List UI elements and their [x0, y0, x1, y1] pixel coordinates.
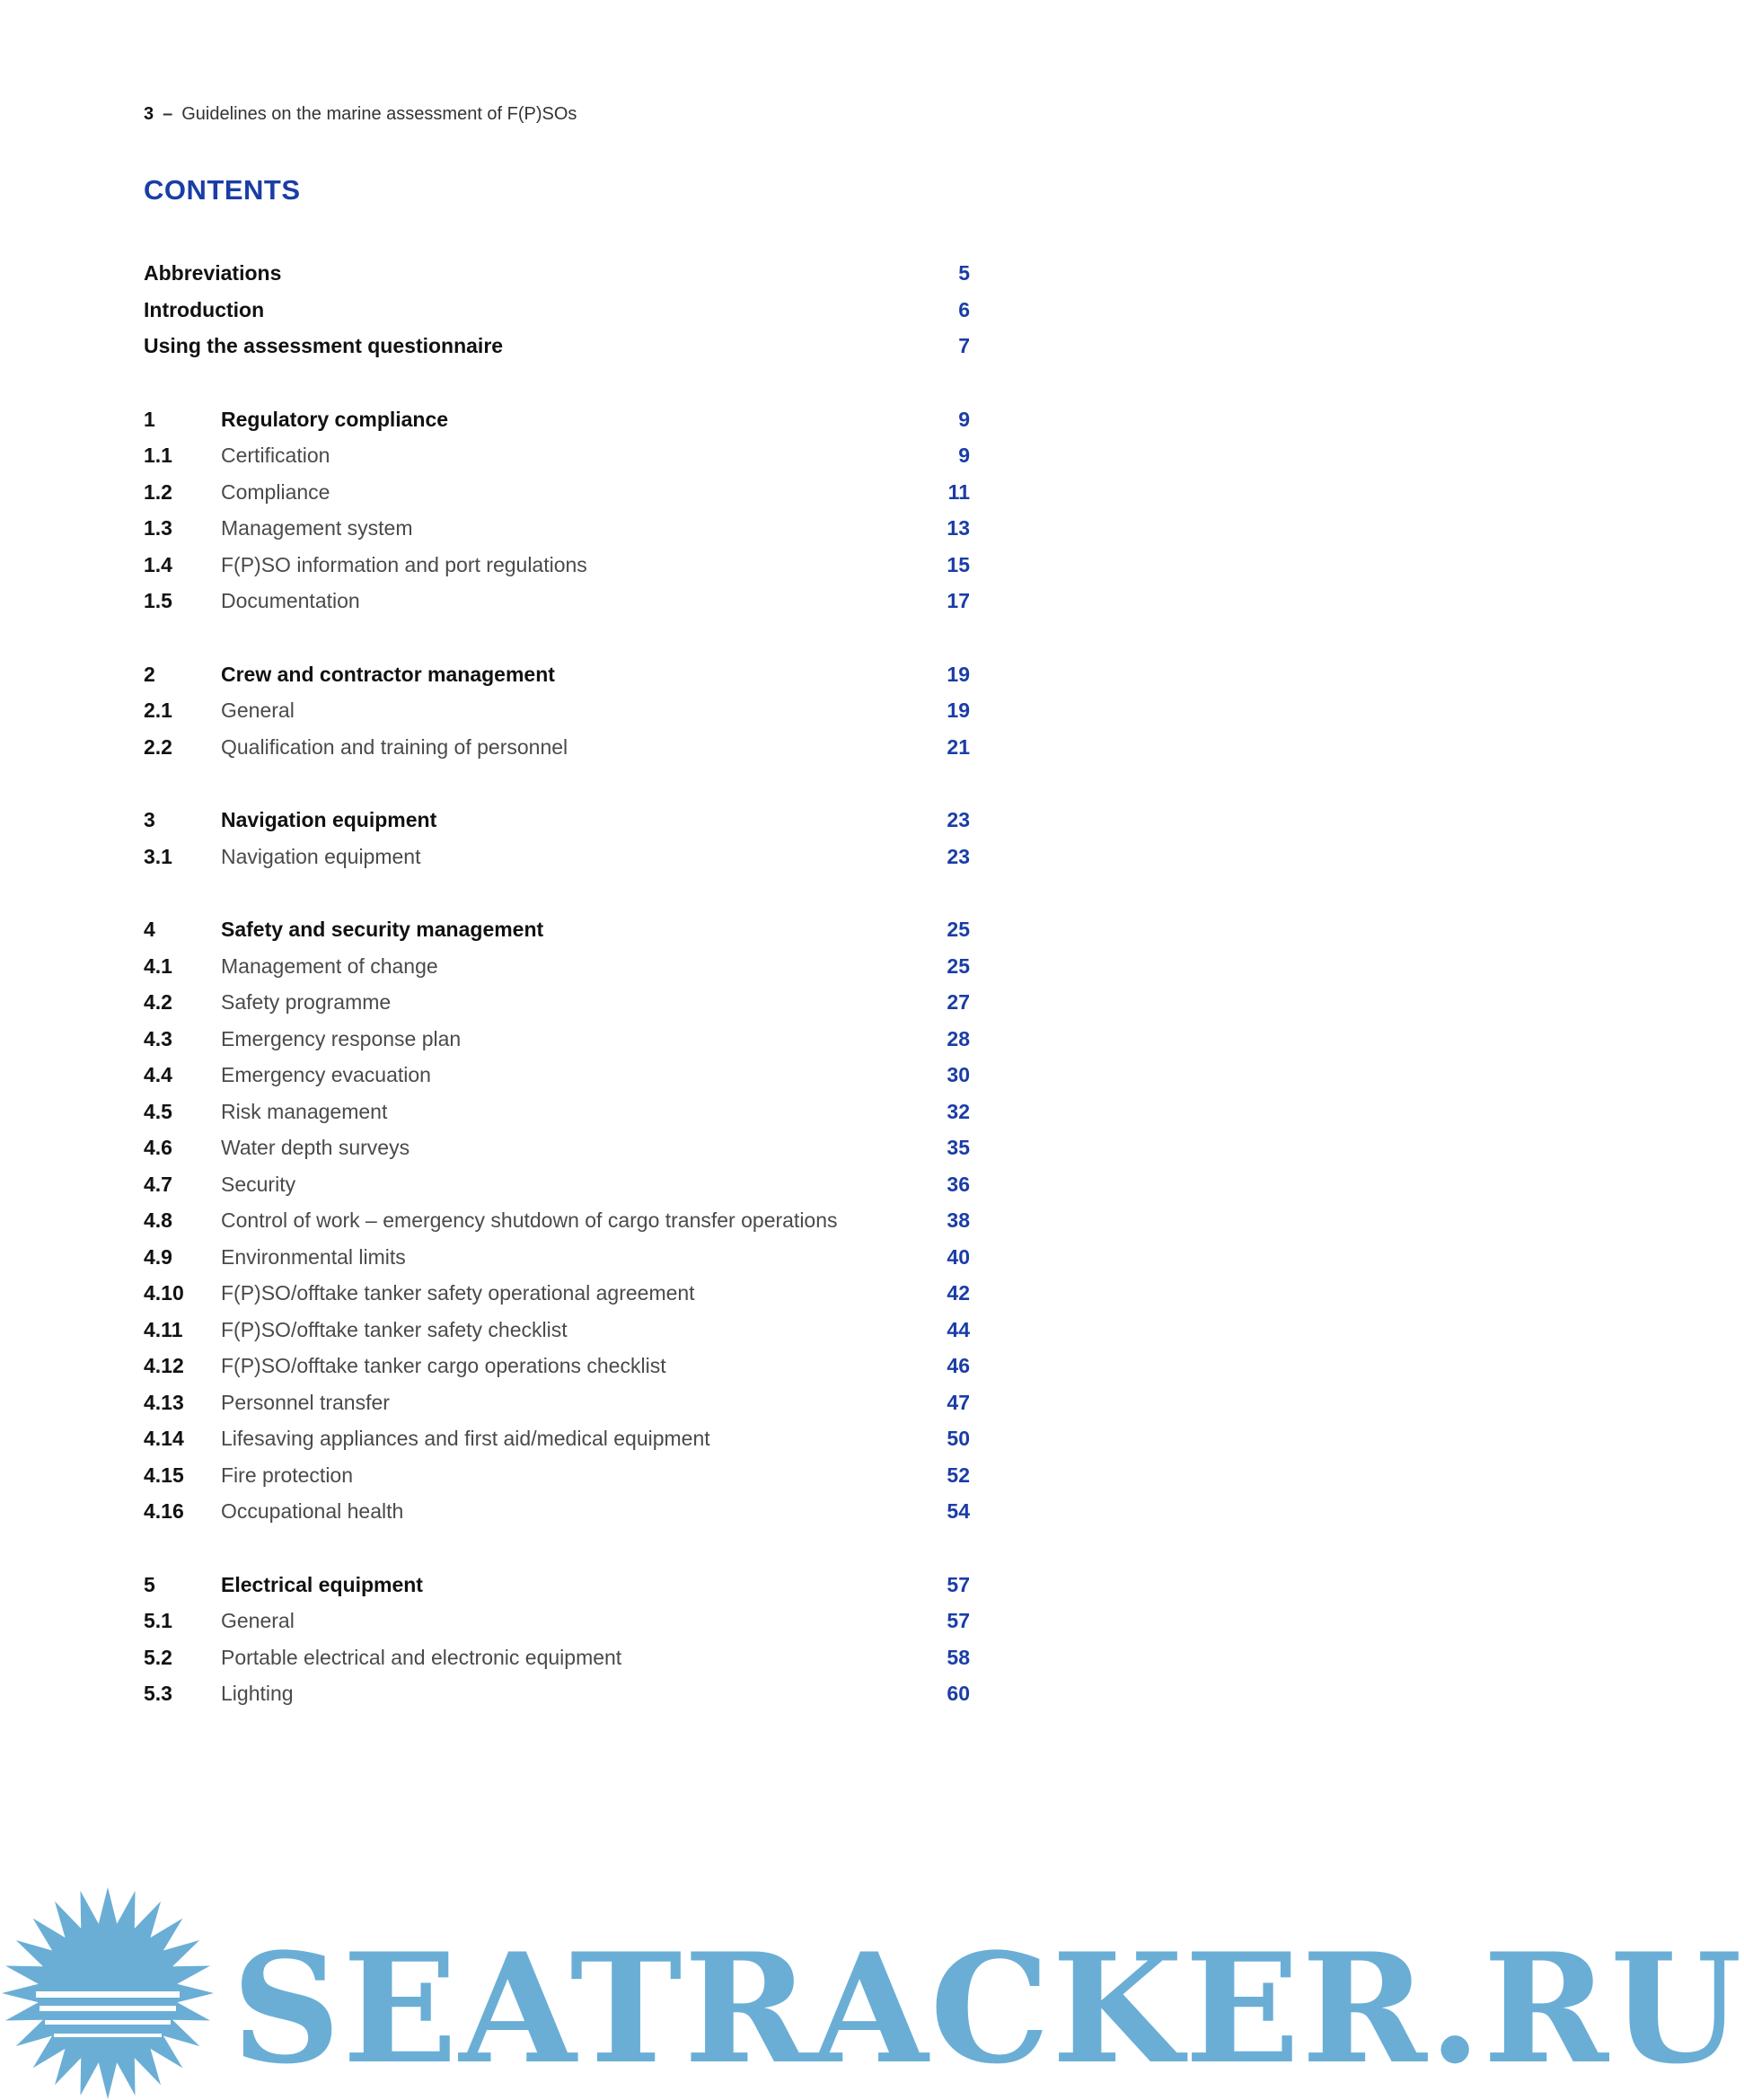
toc-title: Control of work – emergency shutdown of cargo transfer operations — [221, 1208, 838, 1232]
toc-title: Qualification and training of personnel — [221, 734, 568, 759]
toc-subsection[interactable] — [144, 692, 970, 728]
toc-title: Certification — [221, 444, 330, 467]
toc-page-number: 25 — [947, 953, 970, 978]
toc-subsection[interactable] — [144, 729, 970, 765]
toc-page-number: 57 — [947, 1572, 970, 1596]
toc-page-number: 42 — [947, 1281, 970, 1305]
toc-number: 2.1 — [144, 699, 172, 722]
toc-page-number: 23 — [947, 808, 970, 831]
toc-number: 1.2 — [144, 479, 172, 504]
toc-page-number: 9 — [958, 444, 970, 467]
toc-number: 4.6 — [144, 1136, 172, 1159]
toc-title: Emergency evacuation — [221, 1063, 431, 1086]
toc-title: Lighting — [221, 1682, 294, 1705]
toc-number: 4.8 — [144, 1208, 172, 1232]
toc-page-number: 17 — [947, 589, 970, 612]
toc-page-number: 13 — [947, 516, 970, 540]
toc-number: 3.1 — [144, 844, 172, 868]
toc-number: 5 — [144, 1572, 155, 1596]
toc-page-number: 11 — [947, 479, 970, 504]
toc-title: Environmental limits — [221, 1244, 406, 1269]
toc-title: F(P)SO/offtake tanker safety checklist — [221, 1317, 568, 1341]
toc-number: 4.9 — [144, 1244, 172, 1269]
toc-subsection[interactable] — [144, 984, 970, 1020]
toc-number: 4.11 — [144, 1317, 183, 1341]
toc-page-number: 19 — [947, 699, 970, 722]
toc-title: Safety and security management — [221, 918, 544, 941]
toc-subsection[interactable] — [144, 510, 970, 546]
toc-page-number: 40 — [947, 1244, 970, 1269]
toc-title: General — [221, 699, 295, 722]
toc-subsection[interactable] — [144, 1639, 970, 1675]
toc-subsection[interactable] — [144, 1239, 970, 1275]
toc-subsection[interactable] — [144, 1202, 970, 1238]
toc-section[interactable] — [144, 1567, 970, 1603]
toc-number: 4.2 — [144, 990, 172, 1014]
toc-subsection[interactable] — [144, 1094, 970, 1129]
toc-entry[interactable] — [144, 255, 970, 291]
toc-number: 4.10 — [144, 1281, 184, 1305]
toc-page-number: 32 — [947, 1099, 970, 1123]
toc-page-number: 7 — [958, 334, 970, 357]
toc-number: 2.2 — [144, 734, 172, 759]
toc-page-number: 9 — [958, 407, 970, 431]
toc-subsection[interactable] — [144, 1312, 970, 1348]
toc-number: 5.1 — [144, 1609, 172, 1632]
toc-number: 4.15 — [144, 1463, 184, 1487]
toc-subsection[interactable] — [144, 1057, 970, 1093]
toc-number: 5.3 — [144, 1682, 172, 1705]
header-separator: – — [163, 104, 173, 124]
header-page-number: 3 — [144, 104, 154, 124]
toc-subsection[interactable] — [144, 1384, 970, 1420]
toc-subsection[interactable] — [144, 1493, 970, 1529]
page-title: CONTENTS — [144, 174, 301, 206]
toc-subsection[interactable] — [144, 547, 970, 583]
toc-subsection[interactable] — [144, 839, 970, 874]
toc-number: 2 — [144, 662, 155, 686]
toc-subsection[interactable] — [144, 1348, 970, 1384]
toc-page-number: 46 — [947, 1354, 970, 1377]
toc-subsection[interactable] — [144, 583, 970, 619]
toc-number: 4.13 — [144, 1390, 184, 1414]
toc-title: Documentation — [221, 589, 360, 612]
toc-subsection[interactable] — [144, 1166, 970, 1202]
toc-title: Risk management — [221, 1099, 388, 1123]
toc-title: Crew and contractor management — [221, 662, 555, 686]
toc-page-number: 28 — [947, 1026, 970, 1050]
toc-page-number: 21 — [947, 734, 970, 759]
toc-section[interactable] — [144, 401, 970, 437]
toc-number: 5.2 — [144, 1645, 172, 1669]
toc-page-number: 58 — [947, 1645, 970, 1669]
toc-page-number: 19 — [947, 662, 970, 686]
toc-title: Security — [221, 1172, 296, 1196]
toc-subsection[interactable] — [144, 1021, 970, 1057]
toc-title: Emergency response plan — [221, 1026, 462, 1050]
toc-title: F(P)SO information and port regulations — [221, 552, 587, 576]
toc-subsection[interactable] — [144, 1603, 970, 1639]
toc-title: Navigation equipment — [221, 808, 437, 831]
toc-section[interactable] — [144, 802, 970, 838]
toc-subsection[interactable] — [144, 437, 970, 473]
toc-page-number: 38 — [947, 1208, 970, 1232]
toc-page-number: 36 — [947, 1172, 970, 1196]
toc-entry[interactable] — [144, 292, 970, 328]
toc-number: 1 — [144, 407, 155, 431]
toc-title: Compliance — [221, 479, 330, 504]
toc-section[interactable] — [144, 656, 970, 692]
toc-subsection[interactable] — [144, 1129, 970, 1165]
toc-title: Navigation equipment — [221, 844, 421, 868]
toc-title: Management of change — [221, 953, 438, 978]
toc-number: 4.4 — [144, 1063, 172, 1086]
toc-number: 4 — [144, 918, 155, 941]
watermark-text: SEATRACKER.RU — [232, 1920, 1744, 2097]
toc-number: 4.16 — [144, 1499, 184, 1523]
toc-subsection[interactable] — [144, 1457, 970, 1493]
toc-title: Lifesaving appliances and first aid/medical equipment — [221, 1427, 710, 1450]
toc-subsection[interactable] — [144, 1420, 970, 1456]
toc-title: Introduction — [144, 297, 265, 321]
toc-subsection[interactable] — [144, 1275, 970, 1311]
toc-page-number: 6 — [958, 297, 970, 321]
toc-number: 1.4 — [144, 552, 172, 576]
toc-number: 1.3 — [144, 516, 172, 540]
toc-page-number: 35 — [947, 1136, 970, 1159]
toc-title: Abbreviations — [144, 261, 282, 285]
toc-page-number: 15 — [947, 552, 970, 576]
toc-number: 1.1 — [144, 444, 172, 467]
toc-title: General — [221, 1609, 295, 1632]
toc-page-number: 27 — [947, 990, 970, 1014]
toc-page-number: 60 — [947, 1682, 970, 1705]
toc-number: 4.5 — [144, 1099, 172, 1123]
toc-page-number: 5 — [958, 261, 970, 285]
toc-page-number: 47 — [947, 1390, 970, 1414]
header-doc-title: Guidelines on the marine assessment of F(P)SOs — [181, 104, 577, 124]
toc-title: Safety programme — [221, 990, 392, 1014]
toc-title: Management system — [221, 516, 413, 540]
toc-number: 4.7 — [144, 1172, 172, 1196]
toc-number: 4.12 — [144, 1354, 184, 1377]
toc-title: Using the assessment questionnaire — [144, 334, 504, 357]
toc-title: Fire protection — [221, 1463, 354, 1487]
toc-title: Personnel transfer — [221, 1390, 390, 1414]
toc-number: 4.14 — [144, 1427, 184, 1450]
toc-page-number: 57 — [947, 1609, 970, 1632]
toc-subsection[interactable] — [144, 474, 970, 510]
toc-title: Occupational health — [221, 1499, 404, 1523]
toc-title: Regulatory compliance — [221, 407, 449, 431]
toc-subsection[interactable] — [144, 1675, 970, 1711]
toc-number: 1.5 — [144, 589, 172, 612]
toc-title: F(P)SO/offtake tanker safety operational agreement — [221, 1281, 695, 1305]
toc-page-number: 44 — [947, 1317, 970, 1341]
toc-section[interactable] — [144, 911, 970, 947]
toc-page-number: 30 — [947, 1063, 970, 1086]
toc-page-number: 25 — [947, 918, 970, 941]
toc-number: 4.3 — [144, 1026, 172, 1050]
sun-icon — [2, 1887, 214, 2099]
toc-page-number: 50 — [947, 1427, 970, 1450]
running-header — [144, 104, 577, 125]
toc-page-number: 54 — [947, 1499, 970, 1523]
toc-subsection[interactable] — [144, 948, 970, 984]
toc-page-number: 23 — [947, 844, 970, 868]
toc-title: Portable electrical and electronic equipment — [221, 1645, 622, 1669]
toc-title: F(P)SO/offtake tanker cargo operations checklist — [221, 1354, 666, 1377]
toc-number: 3 — [144, 808, 155, 831]
toc-entry[interactable] — [144, 328, 970, 364]
toc-title: Electrical equipment — [221, 1572, 423, 1596]
toc-number: 4.1 — [144, 953, 172, 978]
toc-page-number: 52 — [947, 1463, 970, 1487]
toc-title: Water depth surveys — [221, 1136, 410, 1159]
